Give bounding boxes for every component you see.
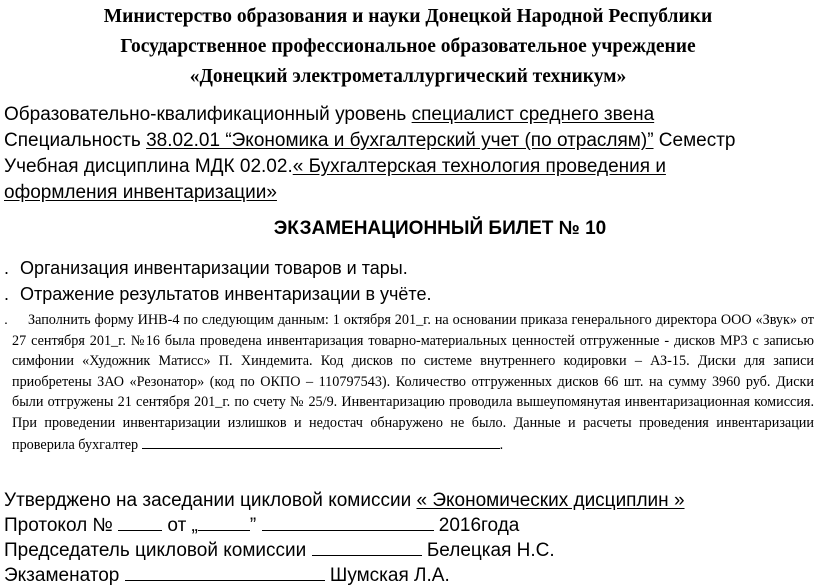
discipline-value: « Бухгалтерская технология проведения и [292,156,666,177]
chair-name: Белецкая Н.С. [421,540,555,561]
question-3-body [12,310,814,455]
specialty-line [4,130,736,152]
specialty-value: 38.02.01 “Экономика и бухгалтерский учет (по отраслям)” [146,130,654,151]
discipline-line [4,156,666,178]
chair-label: Председатель цикловой комиссии [4,540,312,561]
institution-type-heading: Государственное профессиональное образовательное учреждение [120,36,696,57]
examiner-name: Шумская Л.А. [324,565,450,586]
approval-line [4,490,685,512]
ticket-title: ЭКЗАМЕНАЦИОННЫЙ БИЛЕТ № 10 [273,218,607,239]
approval-label: Утверджено на заседании цикловой комиссии [4,490,417,511]
question-2-text: Отражение результатов инвентаризации в учёте. [20,284,432,304]
chair-line [4,540,555,562]
question-3-end: . [499,436,504,453]
question-2-number: . [4,284,10,304]
examiner-label: Экзаменатор [4,565,125,586]
specialty-label: Специальность [4,130,147,151]
institution-name-heading: «Донецкий электрометаллургический техникум» [189,66,627,87]
question-3 [4,310,814,455]
examiner-signature-blank [125,566,325,581]
accountant-signature-line [142,434,500,449]
commission-name: « Экономических дисциплин » [416,490,685,511]
ministry-heading: Министерство образования и науки Донецкой Народной Республики [103,6,713,27]
protocol-day-blank [198,516,250,531]
semester-label: Семестр [653,130,736,151]
discipline-line-2 [4,182,277,204]
qualification-level-value: специалист среднего звена [411,104,655,125]
chair-signature-blank [312,541,422,556]
protocol-year: 2016года [433,515,520,536]
question-3-number: . [4,312,8,328]
question-1-number: . [4,258,10,278]
discipline-value-continued: оформления инвентаризации» [4,182,277,203]
question-1-text: Организация инвентаризации товаров и тары. [20,258,408,278]
question-1 [4,258,408,279]
question-3-text: Заполнить форму ИНВ-4 по следующим данным: 1 октября 201_г. на основании приказа генерального директора ООО «Звук» от 27 сентября 201_г. №16 была проведена инвентаризация товарно-материальных ценностей отгруженные - дисков МР3 с записью симфонии «Художник Матисс» П. Хиндемита. Код дисков по системе внутреннего кодировки – АЗ-15. Диски для записи приобретены ЗАО «Резонатор» (код по ОКПО – 110797543). Количество отгруженных дисков 66 шт. на сумму 3960 руб. Диски были отгружены 21 сентября 201_г. по счету № 25/9. Инвентаризацию проводила вышеупомянутая инвентаризационная комиссия. При проведении инвентаризации излишков и недостач обнаружено не было. Данные и расчеты проведения инвентаризации проверила бухгалтер [12,312,814,453]
protocol-month-blank [262,516,434,531]
discipline-label: Учебная дисциплина МДК 02.02. [4,156,293,177]
protocol-from-label: от „ [162,515,198,536]
protocol-line [4,515,519,537]
protocol-quote: ” [249,515,257,536]
question-2 [4,284,431,305]
protocol-label: Протокол № [4,515,113,536]
qualification-level-label: Образовательно-квалификационный уровень [4,104,412,125]
examiner-line [4,565,450,587]
qualification-level-line [4,104,654,126]
protocol-number-blank [118,516,162,531]
